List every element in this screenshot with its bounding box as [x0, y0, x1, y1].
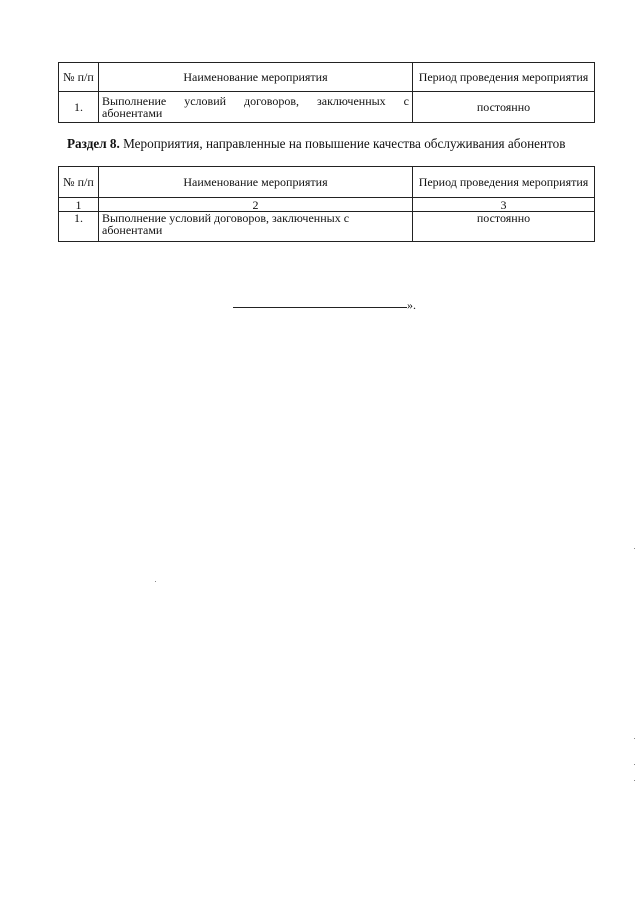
scan-speck	[634, 548, 635, 549]
column-number-3: 3	[413, 198, 595, 212]
section-8-title: Мероприятия, направленные на повышение качества обслуживания абонентов	[123, 136, 566, 151]
header-event-name: Наименование мероприятия	[99, 167, 413, 198]
row-event-name-line1: Выполнение условий договоров, заключенных с	[102, 211, 350, 225]
table-row	[59, 92, 595, 123]
events-table-1	[58, 62, 595, 123]
column-number-2: 2	[99, 198, 413, 212]
row-period: постоянно	[413, 212, 595, 242]
table-header-row	[59, 63, 595, 92]
row-number: 1.	[59, 92, 99, 123]
header-event-name: Наименование мероприятия	[99, 63, 413, 92]
header-number: № п/п	[59, 167, 99, 198]
row-event-name-line2: абонентами	[102, 223, 163, 237]
header-period: Период проведения мероприятия	[413, 63, 595, 92]
table-row	[59, 212, 595, 242]
closing-quote: ».	[407, 298, 416, 312]
table-header-row	[59, 167, 595, 198]
scan-speck	[634, 780, 635, 781]
row-number: 1.	[59, 212, 99, 242]
section-8-label: Раздел 8.	[67, 136, 120, 151]
scan-speck	[634, 738, 635, 739]
section-8-heading	[67, 136, 565, 152]
scan-speck	[155, 581, 156, 582]
row-event-name-line1: Выполнение условий договоров, заключенных с	[102, 94, 409, 108]
row-event-name-line2: абонентами	[102, 106, 163, 120]
column-number-1: 1	[59, 198, 99, 212]
header-period: Период проведения мероприятия	[413, 167, 595, 198]
row-event-name	[99, 212, 413, 242]
events-table-2	[58, 166, 595, 242]
signature-line	[233, 307, 407, 308]
row-period: постоянно	[413, 92, 595, 123]
column-numbers-row	[59, 198, 595, 212]
scan-speck	[634, 764, 635, 765]
header-number: № п/п	[59, 63, 99, 92]
row-event-name	[99, 92, 413, 123]
